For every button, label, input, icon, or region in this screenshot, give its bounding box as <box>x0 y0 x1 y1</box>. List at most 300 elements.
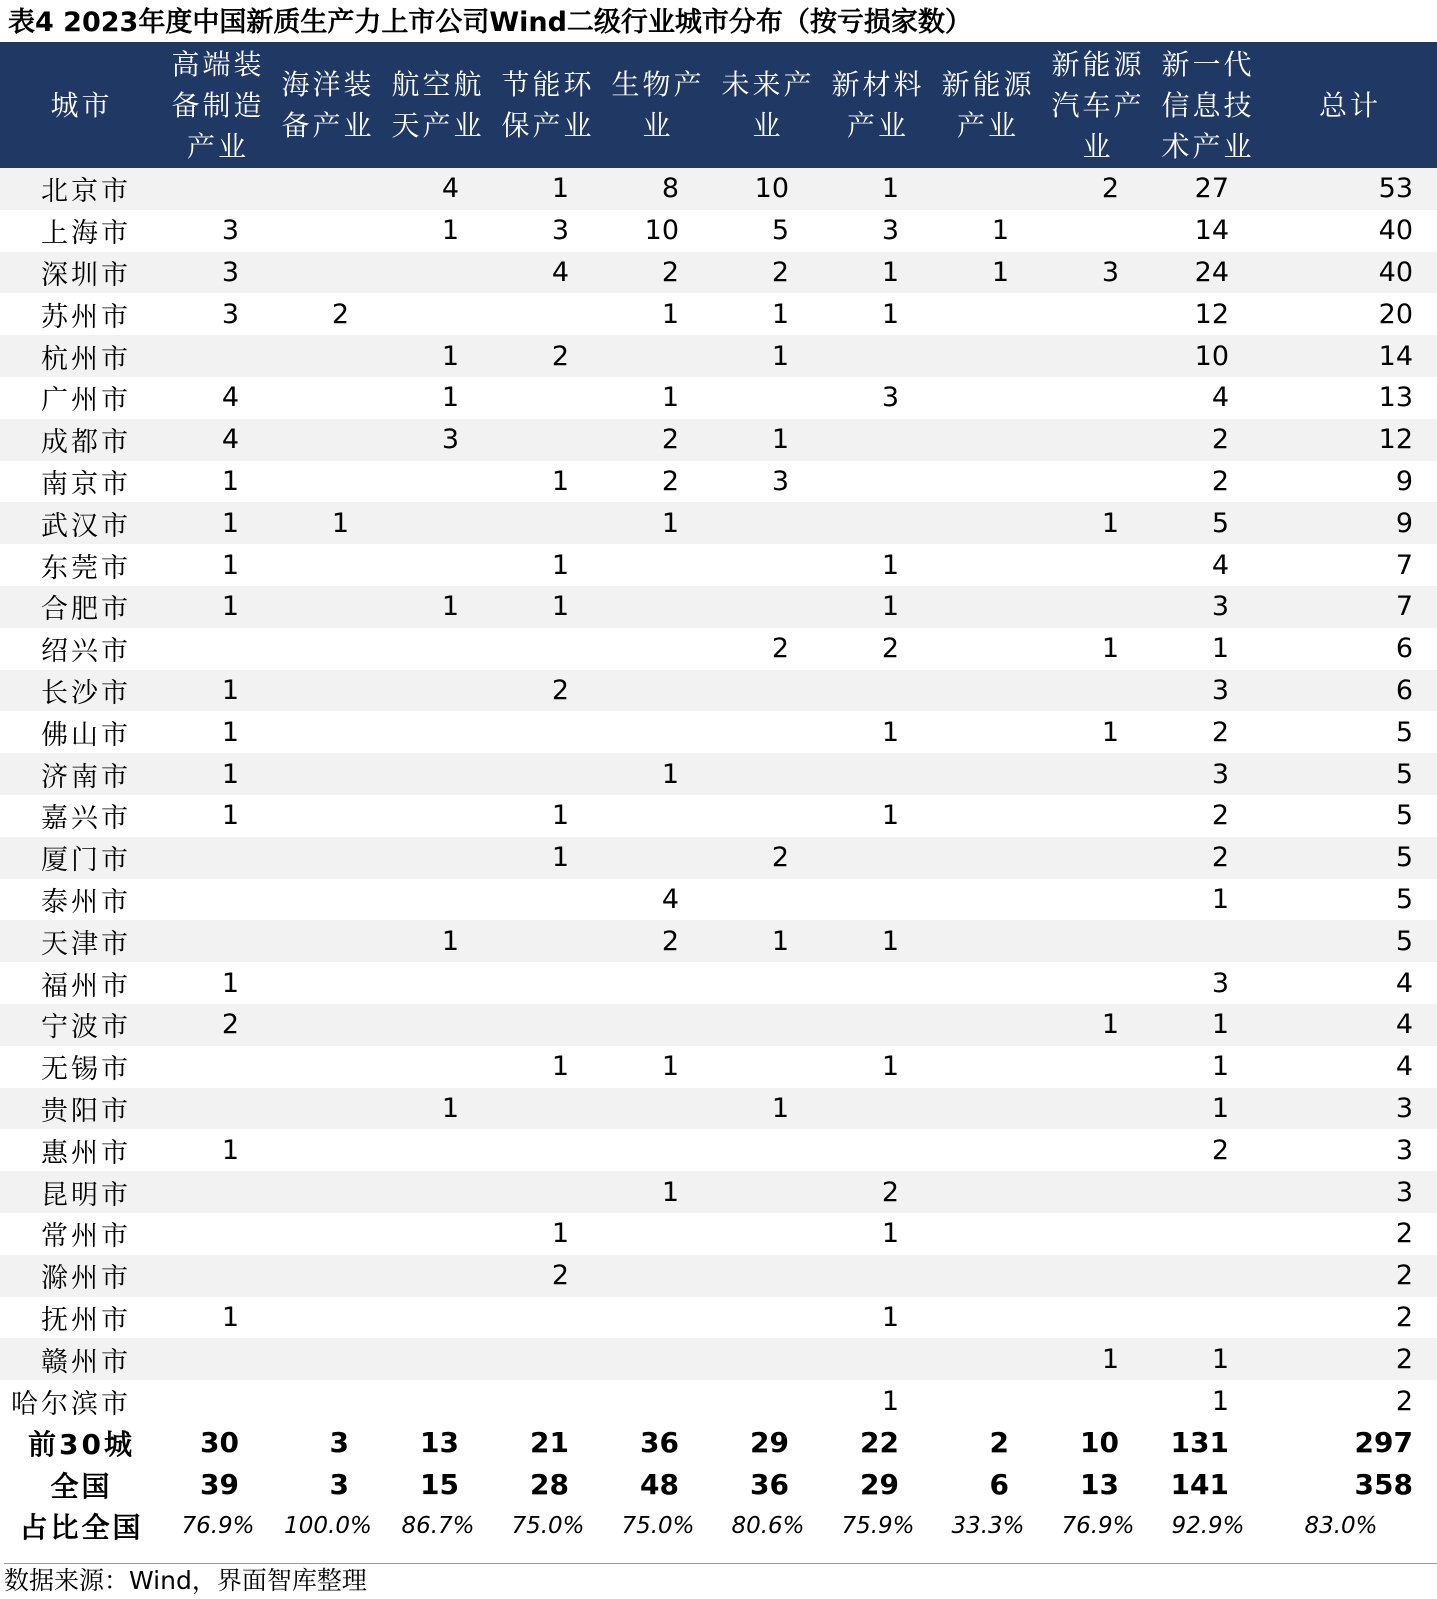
value-cell <box>493 879 603 921</box>
value-cell: 1 <box>551 465 569 497</box>
value-cell <box>713 962 823 1004</box>
value-cell: 3 <box>1153 753 1263 795</box>
column-header-total <box>1263 42 1437 168</box>
value-cell: 1 <box>823 920 933 962</box>
value-cell: 1 <box>881 1385 899 1417</box>
value-cell <box>933 293 1043 335</box>
value-cell <box>933 1380 1043 1422</box>
value-cell: 80.6% <box>731 1513 805 1540</box>
value-cell: 1 <box>881 800 899 832</box>
value-cell: 27 <box>1153 168 1263 210</box>
value-cell <box>383 711 493 753</box>
value-cell <box>1043 377 1153 419</box>
table-body <box>0 168 1437 1547</box>
value-cell: 6 <box>989 1468 1009 1502</box>
value-cell <box>603 670 713 712</box>
value-cell <box>273 1046 383 1088</box>
value-cell: 75.0% <box>621 1513 695 1540</box>
value-cell <box>493 1380 603 1422</box>
value-cell <box>1043 837 1153 879</box>
value-cell: 3 <box>1211 967 1229 999</box>
value-cell: 141 <box>1170 1468 1229 1502</box>
table-row <box>0 252 1437 294</box>
table-row <box>0 711 1437 753</box>
column-header-label: 航空航 天产业 <box>391 68 485 142</box>
value-cell <box>603 837 713 879</box>
value-cell <box>933 377 1043 419</box>
value-cell: 3 <box>1043 252 1153 294</box>
value-cell: 3 <box>881 382 899 414</box>
value-cell: 3 <box>329 1468 349 1502</box>
value-cell <box>273 419 383 461</box>
value-cell: 8 <box>603 168 713 210</box>
value-cell <box>163 168 273 210</box>
city-distribution-table <box>0 42 1437 1547</box>
total-cell: 6 <box>1263 670 1437 712</box>
column-header <box>383 42 493 168</box>
value-cell: 76.9% <box>181 1513 255 1540</box>
value-cell <box>1043 461 1153 503</box>
value-cell: 2 <box>603 920 713 962</box>
value-cell <box>493 377 603 419</box>
table-row <box>0 1046 1437 1088</box>
total-cell: 6 <box>1395 633 1413 665</box>
value-cell <box>823 1338 933 1380</box>
value-cell: 14 <box>1194 215 1229 247</box>
value-cell: 4 <box>221 382 239 414</box>
value-cell <box>933 1297 1043 1339</box>
value-cell <box>603 586 713 628</box>
value-cell <box>383 879 493 921</box>
value-cell <box>713 1129 823 1171</box>
total-cell: 2 <box>1263 1255 1437 1297</box>
total-cell: 7 <box>1263 586 1437 628</box>
value-cell: 3 <box>163 252 273 294</box>
column-header-label: 海洋装 备产业 <box>281 68 375 142</box>
value-cell <box>603 1338 713 1380</box>
value-cell <box>823 1004 933 1046</box>
total-cell: 9 <box>1263 502 1437 544</box>
column-header-label: 新能源 汽车产 业 <box>1051 47 1145 163</box>
value-cell <box>603 1213 713 1255</box>
total-cell: 4 <box>1395 967 1413 999</box>
value-cell: 1 <box>933 252 1043 294</box>
value-cell: 10 <box>713 168 823 210</box>
value-cell <box>163 1213 273 1255</box>
value-cell <box>163 879 273 921</box>
total-cell: 3 <box>1395 1134 1413 1166</box>
total-cell: 5 <box>1395 800 1413 832</box>
value-cell <box>823 461 933 503</box>
table-row <box>0 1004 1437 1046</box>
value-cell <box>823 753 933 795</box>
value-cell: 22 <box>860 1426 899 1460</box>
value-cell: 1 <box>881 1218 899 1250</box>
value-cell <box>273 377 383 419</box>
value-cell: 4 <box>1211 382 1229 414</box>
total-cell: 2 <box>1395 1385 1413 1417</box>
table-row <box>0 1255 1437 1297</box>
value-cell: 1 <box>221 716 239 748</box>
value-cell: 1 <box>713 1088 823 1130</box>
value-cell <box>713 377 823 419</box>
value-cell <box>163 1338 273 1380</box>
table-row <box>0 920 1437 962</box>
value-cell <box>1043 962 1153 1004</box>
value-cell <box>823 670 933 712</box>
value-cell <box>713 711 823 753</box>
value-cell <box>163 920 273 962</box>
value-cell <box>493 419 603 461</box>
value-cell: 1 <box>221 1301 239 1333</box>
value-cell <box>1043 586 1153 628</box>
row-label: 武汉市 <box>0 502 163 544</box>
value-cell: 1 <box>603 502 713 544</box>
value-cell: 4 <box>493 252 603 294</box>
value-cell <box>273 1213 383 1255</box>
row-label: 南京市 <box>41 468 131 500</box>
value-cell <box>163 1046 273 1088</box>
value-cell: 13 <box>1080 1468 1119 1502</box>
total-cell: 4 <box>1395 1051 1413 1083</box>
value-cell: 2 <box>603 419 713 461</box>
value-cell <box>1153 1171 1263 1213</box>
value-cell <box>493 628 603 670</box>
value-cell <box>493 920 603 962</box>
value-cell: 39 <box>200 1468 239 1502</box>
value-cell <box>493 1338 603 1380</box>
value-cell: 1 <box>881 1301 899 1333</box>
value-cell <box>383 544 493 586</box>
table-row <box>0 1297 1437 1339</box>
value-cell <box>713 1297 823 1339</box>
value-cell <box>823 335 933 377</box>
value-cell <box>273 628 383 670</box>
value-cell: 1 <box>1153 1004 1263 1046</box>
value-cell <box>933 419 1043 461</box>
value-cell <box>713 1213 823 1255</box>
value-cell <box>273 1171 383 1213</box>
value-cell <box>383 1213 493 1255</box>
value-cell: 2 <box>493 670 603 712</box>
row-label: 嘉兴市 <box>41 803 131 835</box>
value-cell <box>933 168 1043 210</box>
value-cell: 2 <box>1153 419 1263 461</box>
table-row <box>0 1213 1437 1255</box>
table-row <box>0 377 1437 419</box>
value-cell <box>823 962 933 1004</box>
value-cell <box>273 461 383 503</box>
value-cell <box>383 1255 493 1297</box>
value-cell: 1 <box>661 298 679 330</box>
row-label: 济南市 <box>0 753 163 795</box>
value-cell: 3 <box>1153 586 1263 628</box>
value-cell <box>273 795 383 837</box>
value-cell <box>163 1380 273 1422</box>
value-cell: 1 <box>1043 1338 1153 1380</box>
value-cell <box>603 795 713 837</box>
row-label: 佛山市 <box>41 719 131 751</box>
value-cell <box>933 461 1043 503</box>
table-row <box>0 1129 1437 1171</box>
value-cell <box>1043 210 1153 252</box>
value-cell <box>823 837 933 879</box>
ratio-row <box>0 1506 1437 1548</box>
value-cell <box>1043 795 1153 837</box>
value-cell: 76.9% <box>1061 1513 1135 1540</box>
value-cell: 3 <box>551 215 569 247</box>
value-cell <box>713 1255 823 1297</box>
value-cell <box>1043 1380 1153 1422</box>
value-cell: 1 <box>383 335 493 377</box>
total-cell: 13 <box>1378 382 1413 414</box>
total-cell: 358 <box>1354 1468 1413 1502</box>
value-cell <box>273 753 383 795</box>
value-cell: 2 <box>493 1255 603 1297</box>
value-cell: 3 <box>329 1426 349 1460</box>
value-cell <box>713 753 823 795</box>
row-label: 哈尔滨市 <box>11 1388 131 1420</box>
value-cell <box>823 419 933 461</box>
column-header-label: 总计 <box>1318 88 1381 122</box>
value-cell: 15 <box>420 1468 459 1502</box>
table-row <box>0 419 1437 461</box>
column-header-label: 新能源 产业 <box>941 68 1035 142</box>
value-cell: 2 <box>713 252 823 294</box>
value-cell <box>713 879 823 921</box>
table-row <box>0 962 1437 1004</box>
value-cell: 10 <box>1080 1426 1119 1460</box>
value-cell: 3 <box>383 419 493 461</box>
value-cell: 2 <box>1211 716 1229 748</box>
value-cell: 1 <box>661 1051 679 1083</box>
row-label: 福州市 <box>41 970 131 1002</box>
value-cell <box>383 837 493 879</box>
table-row <box>0 168 1437 210</box>
table-row <box>0 1088 1437 1130</box>
value-cell <box>493 1088 603 1130</box>
value-cell: 1 <box>991 215 1009 247</box>
value-cell <box>383 1171 493 1213</box>
value-cell: 2 <box>823 1171 933 1213</box>
value-cell <box>1043 1046 1153 1088</box>
row-label: 绍兴市 <box>41 636 131 668</box>
value-cell <box>273 962 383 1004</box>
value-cell: 2 <box>163 1004 273 1046</box>
value-cell <box>273 1088 383 1130</box>
value-cell <box>273 586 383 628</box>
value-cell <box>713 1380 823 1422</box>
value-cell <box>603 628 713 670</box>
value-cell <box>273 920 383 962</box>
value-cell <box>933 628 1043 670</box>
value-cell: 1 <box>1211 1051 1229 1083</box>
value-cell: 1 <box>1153 1338 1263 1380</box>
total-cell: 40 <box>1378 215 1413 247</box>
total-cell: 3 <box>1263 1088 1437 1130</box>
value-cell <box>603 1380 713 1422</box>
value-cell <box>273 1004 383 1046</box>
value-cell <box>1043 293 1153 335</box>
value-cell <box>273 252 383 294</box>
column-header <box>603 42 713 168</box>
value-cell <box>383 1046 493 1088</box>
value-cell <box>273 1297 383 1339</box>
value-cell <box>273 711 383 753</box>
value-cell: 10 <box>1153 335 1263 377</box>
value-cell: 1 <box>163 753 273 795</box>
value-cell: 1 <box>881 549 899 581</box>
value-cell <box>493 711 603 753</box>
value-cell: 1 <box>221 800 239 832</box>
value-cell <box>383 962 493 1004</box>
total-cell: 4 <box>1263 1004 1437 1046</box>
value-cell <box>493 1129 603 1171</box>
value-cell: 1 <box>163 502 273 544</box>
value-cell <box>1043 920 1153 962</box>
row-label: 杭州市 <box>0 335 163 377</box>
value-cell: 1 <box>163 670 273 712</box>
value-cell: 1 <box>1043 502 1153 544</box>
value-cell <box>603 1088 713 1130</box>
value-cell <box>933 335 1043 377</box>
value-cell <box>493 1004 603 1046</box>
value-cell: 1 <box>823 252 933 294</box>
value-cell: 1 <box>713 419 823 461</box>
table-row <box>0 293 1437 335</box>
value-cell: 92.9% <box>1171 1513 1245 1540</box>
total-cell: 9 <box>1395 465 1413 497</box>
row-label: 抚州市 <box>41 1304 131 1336</box>
value-cell <box>1043 879 1153 921</box>
value-cell: 48 <box>640 1468 679 1502</box>
value-cell <box>933 920 1043 962</box>
row-label: 成都市 <box>0 419 163 461</box>
value-cell <box>273 544 383 586</box>
value-cell: 1 <box>221 967 239 999</box>
value-cell: 1 <box>603 1171 713 1213</box>
value-cell <box>713 1046 823 1088</box>
value-cell <box>1043 544 1153 586</box>
value-cell: 24 <box>1153 252 1263 294</box>
table-row <box>0 461 1437 503</box>
value-cell: 1 <box>1211 633 1229 665</box>
header-row <box>0 42 1437 168</box>
value-cell <box>1153 920 1263 962</box>
value-cell: 1 <box>551 800 569 832</box>
value-cell <box>933 1088 1043 1130</box>
table-row <box>0 879 1437 921</box>
value-cell <box>273 1380 383 1422</box>
value-cell: 5 <box>1153 502 1263 544</box>
value-cell <box>493 1171 603 1213</box>
value-cell <box>383 1380 493 1422</box>
value-cell: 1 <box>713 920 823 962</box>
total-cell: 5 <box>1263 837 1437 879</box>
value-cell <box>383 1129 493 1171</box>
column-header <box>273 42 383 168</box>
value-cell: 1 <box>493 168 603 210</box>
value-cell <box>383 795 493 837</box>
value-cell <box>1043 1297 1153 1339</box>
row-label: 常州市 <box>41 1221 131 1253</box>
value-cell <box>933 586 1043 628</box>
row-label: 贵阳市 <box>0 1088 163 1130</box>
value-cell <box>273 1255 383 1297</box>
value-cell <box>1153 1297 1263 1339</box>
value-cell <box>273 837 383 879</box>
value-cell <box>273 168 383 210</box>
value-cell <box>933 711 1043 753</box>
value-cell <box>713 1004 823 1046</box>
value-cell: 1 <box>661 382 679 414</box>
value-cell: 1 <box>1211 883 1229 915</box>
value-cell: 2 <box>881 633 899 665</box>
value-cell <box>383 1338 493 1380</box>
value-cell: 4 <box>163 419 273 461</box>
value-cell: 1 <box>1043 1004 1153 1046</box>
value-cell <box>713 795 823 837</box>
column-header <box>933 42 1043 168</box>
value-cell <box>163 1255 273 1297</box>
total-cell: 12 <box>1263 419 1437 461</box>
source-note: 数据来源：Wind，界面智库整理 <box>4 1563 1437 1598</box>
value-cell <box>933 502 1043 544</box>
total-cell: 53 <box>1263 168 1437 210</box>
value-cell <box>493 962 603 1004</box>
value-cell: 1 <box>823 168 933 210</box>
table-row <box>0 837 1437 879</box>
value-cell: 2 <box>493 335 603 377</box>
table-row <box>0 1380 1437 1422</box>
value-cell <box>823 1255 933 1297</box>
value-cell <box>1043 1088 1153 1130</box>
value-cell: 4 <box>383 168 493 210</box>
value-cell <box>933 879 1043 921</box>
row-label: 上海市 <box>41 218 131 250</box>
table-row <box>0 1338 1437 1380</box>
value-cell <box>603 1129 713 1171</box>
column-header <box>1043 42 1153 168</box>
row-label: 长沙市 <box>0 670 163 712</box>
value-cell: 1 <box>881 716 899 748</box>
value-cell <box>933 1129 1043 1171</box>
value-cell: 2 <box>1043 168 1153 210</box>
value-cell <box>1043 1213 1153 1255</box>
value-cell: 1 <box>1101 716 1119 748</box>
row-label: 厦门市 <box>0 837 163 879</box>
value-cell <box>163 1088 273 1130</box>
total-cell: 14 <box>1263 335 1437 377</box>
value-cell: 2 <box>603 252 713 294</box>
total-cell: 83.0% <box>1304 1513 1378 1540</box>
table-row <box>0 502 1437 544</box>
value-cell: 2 <box>989 1426 1009 1460</box>
value-cell: 1 <box>551 1218 569 1250</box>
row-label: 前30城 <box>28 1427 135 1461</box>
value-cell <box>603 544 713 586</box>
value-cell <box>1153 1213 1263 1255</box>
value-cell: 1 <box>551 1051 569 1083</box>
value-cell <box>1043 670 1153 712</box>
summary-row <box>0 1464 1437 1506</box>
value-cell <box>823 1129 933 1171</box>
value-cell <box>383 293 493 335</box>
value-cell <box>383 461 493 503</box>
value-cell: 75.9% <box>841 1513 915 1540</box>
column-header-label: 城市 <box>50 88 113 122</box>
value-cell <box>163 335 273 377</box>
